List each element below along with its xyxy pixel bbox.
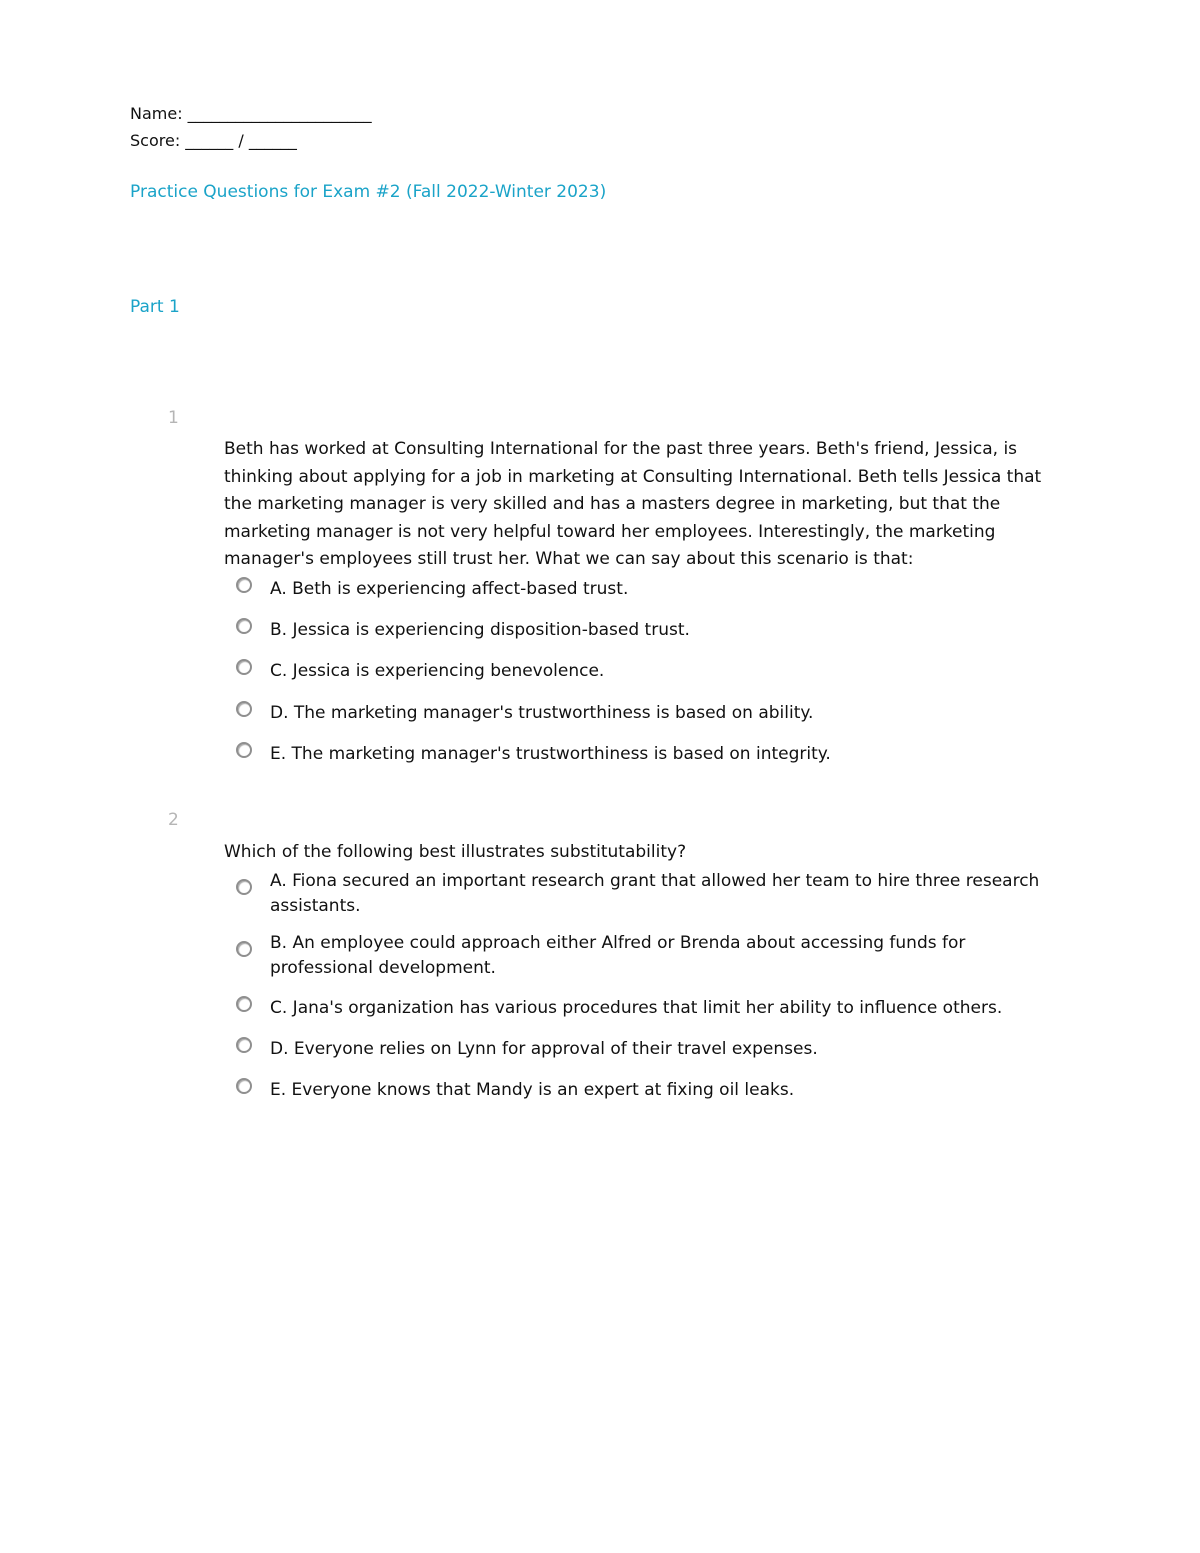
question-number: 2: [168, 810, 179, 830]
option-label: B. An employee could approach either Alfred or Brenda about accessing funds for professional development.: [270, 933, 966, 978]
radio-button-icon[interactable]: [236, 1078, 252, 1094]
score-line: Score: ______ / ______: [130, 131, 297, 150]
radio-button-icon[interactable]: [236, 879, 252, 895]
question-number: 1: [168, 408, 179, 428]
question-text: Beth has worked at Consulting International for the past three years. Beth's friend, Jessica, is thinking about applying for a job in marketing at Consulting International. Beth tells Jessica that the marketing manager is very skilled and has a masters degree in marketing, but that the marketing manager is not very helpful toward her employees. Interestingly, the marketing manager's employees still trust her. What we can say about this scenario is that:: [224, 439, 1042, 569]
option-label: B. Jessica is experiencing disposition-based trust.: [270, 620, 690, 640]
question-text: Which of the following best illustrates substitutability?: [224, 842, 687, 862]
option-label: C. Jessica is experiencing benevolence.: [270, 661, 605, 681]
answer-option-q1-d[interactable]: [236, 701, 1076, 726]
name-line: Name: _______________________: [130, 104, 372, 123]
answer-option-q1-a[interactable]: [236, 577, 1076, 602]
radio-button-icon[interactable]: [236, 659, 252, 675]
option-label: E. The marketing manager's trustworthiness is based on integrity.: [270, 744, 831, 764]
radio-button-icon[interactable]: [236, 742, 252, 758]
answer-option-q1-b[interactable]: [236, 618, 1076, 643]
radio-button-icon[interactable]: [236, 618, 252, 634]
part-heading: Part 1: [130, 297, 180, 317]
option-label: A. Beth is experiencing affect-based trust.: [270, 579, 629, 599]
option-label: D. Everyone relies on Lynn for approval of their travel expenses.: [270, 1039, 818, 1059]
answer-option-q2-a[interactable]: [236, 869, 1076, 919]
answer-option-q2-d[interactable]: [236, 1037, 1076, 1062]
radio-button-icon[interactable]: [236, 996, 252, 1012]
radio-button-icon[interactable]: [236, 577, 252, 593]
radio-button-icon[interactable]: [236, 701, 252, 717]
answer-option-q2-e[interactable]: [236, 1078, 1076, 1103]
answer-option-q2-c[interactable]: [236, 996, 1076, 1021]
option-label: A. Fiona secured an important research grant that allowed her team to hire three research assistants.: [270, 871, 1040, 916]
answer-option-q2-b[interactable]: [236, 931, 1076, 981]
option-label: E. Everyone knows that Mandy is an expert at fixing oil leaks.: [270, 1080, 795, 1100]
radio-button-icon[interactable]: [236, 1037, 252, 1053]
page-title: Practice Questions for Exam #2 (Fall 2022-Winter 2023): [130, 182, 607, 202]
answer-option-q1-c[interactable]: [236, 659, 1076, 684]
option-label: D. The marketing manager's trustworthiness is based on ability.: [270, 703, 814, 723]
radio-button-icon[interactable]: [236, 941, 252, 957]
answer-option-q1-e[interactable]: [236, 742, 1076, 767]
option-label: C. Jana's organization has various procedures that limit her ability to influence others.: [270, 998, 1003, 1018]
